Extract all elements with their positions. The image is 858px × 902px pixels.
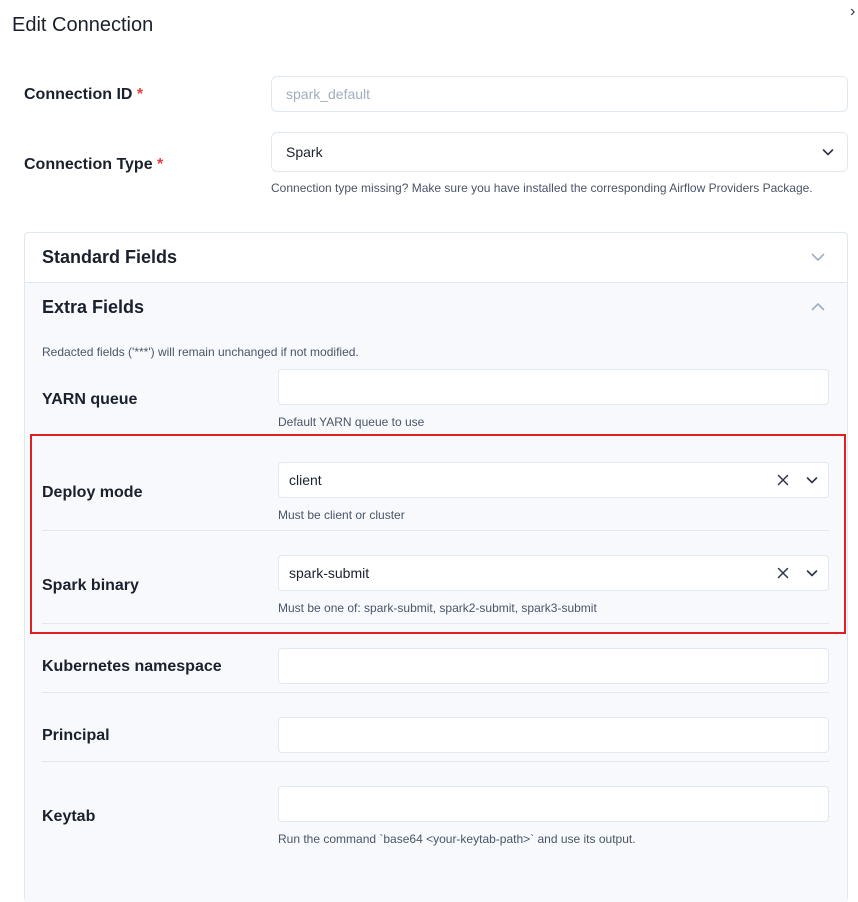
deploy-mode-label: Deploy mode bbox=[42, 484, 143, 501]
divider bbox=[42, 530, 829, 531]
deploy-mode-value: client bbox=[289, 472, 322, 488]
keytab-input[interactable] bbox=[278, 786, 829, 822]
principal-input[interactable] bbox=[278, 717, 829, 753]
chevron-up-icon bbox=[810, 299, 826, 315]
spark-binary-value: spark-submit bbox=[289, 565, 370, 581]
connection-type-select[interactable] bbox=[271, 132, 848, 172]
page-title: Edit Connection bbox=[12, 14, 154, 36]
extra-fields-title: Extra Fields bbox=[42, 297, 145, 317]
chevron-down-icon bbox=[810, 249, 826, 265]
spark-binary-select[interactable] bbox=[278, 555, 829, 591]
fields-accordion bbox=[24, 232, 848, 902]
close-icon[interactable] bbox=[777, 474, 789, 486]
chevron-down-icon bbox=[820, 144, 836, 160]
spark-binary-help: Must be one of: spark-submit, spark2-submit, spark3-submit bbox=[278, 601, 597, 615]
panel-collapse-icon[interactable]: › bbox=[850, 3, 856, 20]
keytab-label: Keytab bbox=[42, 808, 96, 825]
chevron-down-icon[interactable] bbox=[804, 565, 820, 581]
kubernetes-namespace-label: Kubernetes namespace bbox=[42, 658, 222, 675]
connection-id-label: Connection ID * bbox=[24, 86, 144, 103]
divider bbox=[42, 761, 829, 762]
deploy-mode-select[interactable] bbox=[278, 462, 829, 498]
yarn-queue-help: Default YARN queue to use bbox=[278, 415, 425, 429]
standard-fields-header[interactable] bbox=[25, 233, 847, 282]
required-marker: * bbox=[157, 156, 164, 173]
keytab-help: Run the command `base64 <your-keytab-path>` and use its output. bbox=[278, 832, 636, 846]
yarn-queue-label: YARN queue bbox=[42, 391, 138, 408]
kubernetes-namespace-input[interactable] bbox=[278, 648, 829, 684]
divider bbox=[42, 623, 829, 624]
connection-type-label: Connection Type * bbox=[24, 156, 164, 173]
spark-binary-label: Spark binary bbox=[42, 577, 139, 594]
redacted-note: Redacted fields ('***') will remain unchanged if not modified. bbox=[42, 345, 359, 359]
divider bbox=[42, 692, 829, 693]
deploy-mode-help: Must be client or cluster bbox=[278, 508, 405, 522]
required-marker: * bbox=[136, 86, 144, 103]
close-icon[interactable] bbox=[777, 567, 789, 579]
connection-id-input[interactable]: spark_default bbox=[271, 76, 848, 112]
standard-fields-title: Standard Fields bbox=[42, 247, 178, 267]
yarn-queue-input[interactable] bbox=[278, 369, 829, 405]
connection-type-value: Spark bbox=[286, 144, 323, 160]
connection-type-help: Connection type missing? Make sure you have installed the corresponding Airflow Providers Package. bbox=[271, 181, 813, 195]
extra-fields-section bbox=[25, 282, 847, 902]
extra-fields-header[interactable] bbox=[25, 283, 847, 332]
chevron-down-icon[interactable] bbox=[804, 472, 820, 488]
principal-label: Principal bbox=[42, 727, 110, 744]
